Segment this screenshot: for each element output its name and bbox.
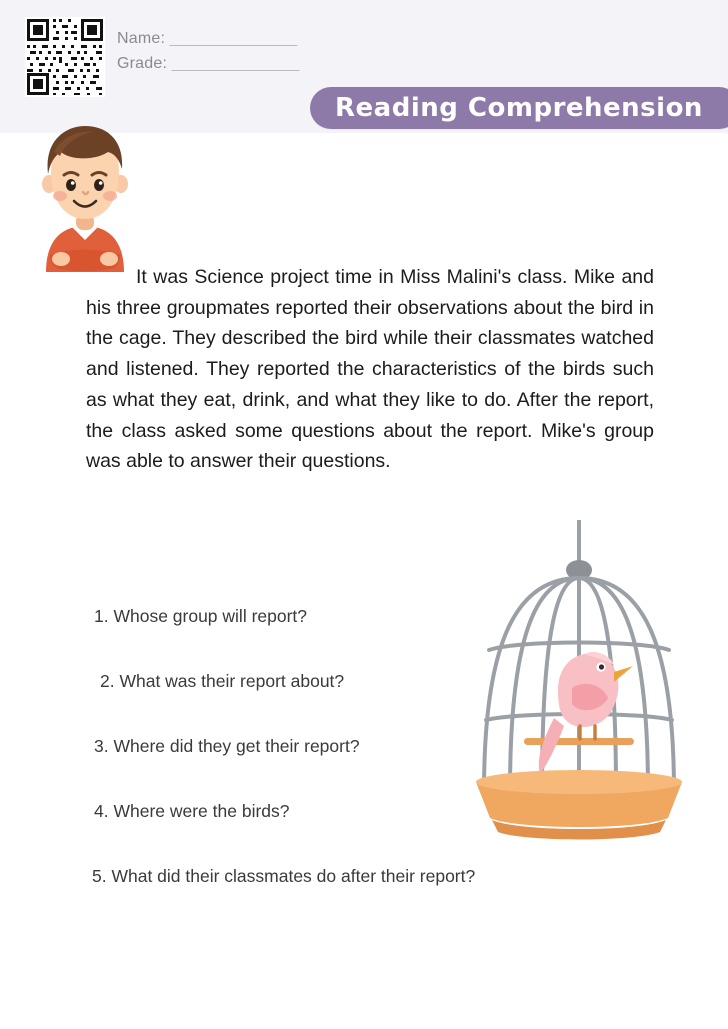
name-field-label: Name:: [117, 30, 166, 47]
passage-text: It was Science project time in Miss Malini's class. Mike and his three groupmates reported their observations about the bird in the cage. They described the bird while their classmates watched and listened. They reported the characteristics of the birds such as what they eat, drink, and what they like to do. After the report, the class asked some questions about the report. Mike's group was able to answer their questions.: [86, 266, 654, 473]
list-item: 2. What was their report about?: [100, 671, 345, 691]
name-field-row[interactable]: [117, 30, 417, 48]
boy-illustration: [24, 122, 146, 272]
list-item: 3. Where did they get their report?: [94, 736, 360, 756]
list-item: 1. Whose group will report?: [94, 606, 308, 626]
list-item: 5. What did their classmates do after their report?: [92, 866, 476, 886]
grade-field-rule: ________________: [171, 55, 299, 72]
birdcage-illustration: [462, 520, 697, 850]
student-fields: [117, 30, 417, 80]
grade-field-row[interactable]: [117, 55, 417, 73]
page-title: Reading Comprehension: [335, 93, 703, 123]
qr-code-icon: [25, 17, 105, 97]
grade-field-label: Grade:: [117, 55, 168, 72]
worksheet-title-pill: [310, 87, 728, 129]
list-item: 4. Where were the birds?: [94, 801, 290, 821]
name-field-rule: ________________: [169, 30, 297, 47]
